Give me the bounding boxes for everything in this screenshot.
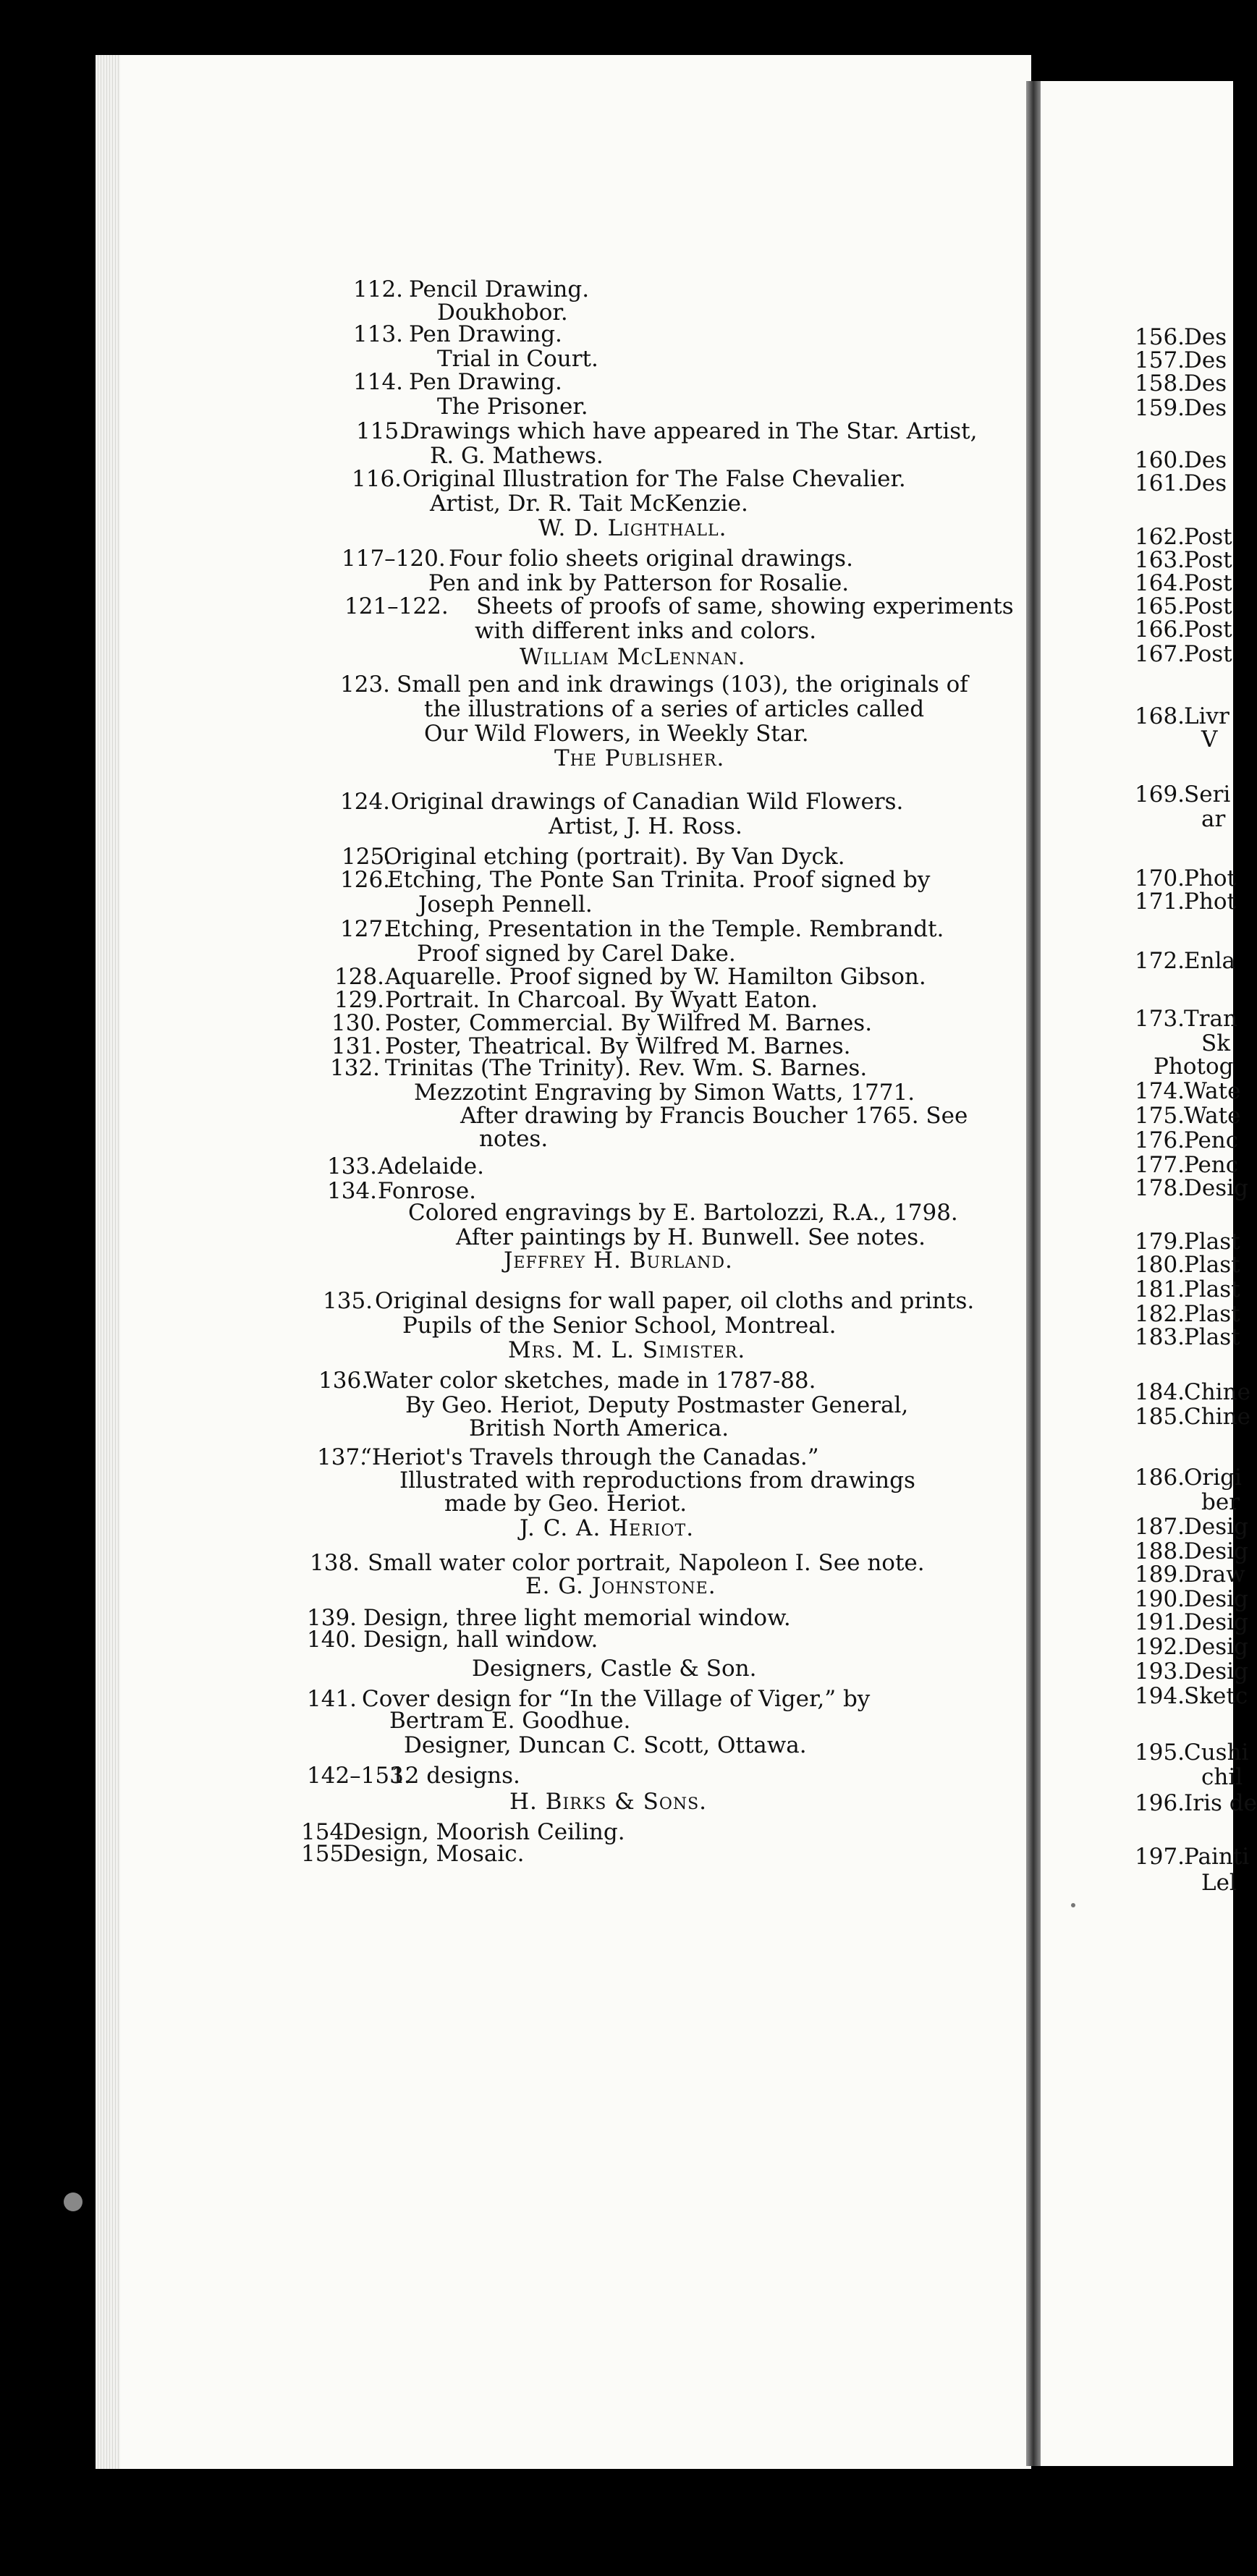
entry-number: 125. [342,844,392,870]
entry-text: Desig [1184,1514,1248,1540]
entry-number: 126. [340,867,391,893]
entry-continuation: The Publisher. [554,745,725,771]
entry-number: 130. [331,1010,382,1036]
entry-text: Tran [1184,1006,1237,1032]
entry-number: 112. [353,276,404,302]
entry-text: Etching, The Ponte San Trinita. Proof signed by [387,867,931,893]
entry-text: Origi [1184,1465,1242,1491]
entry-text: Etching, Presentation in the Temple. Rembrandt. [385,916,944,942]
entry-text: Painti [1184,1844,1250,1870]
entry-number: 168. [1135,703,1185,729]
entry-text: Des [1184,447,1227,473]
entry-number: 184. [1135,1379,1185,1405]
entry-text: Fonrose. [378,1178,477,1204]
entry-number: 172. [1135,948,1185,974]
entry-text: Sketc [1184,1683,1248,1709]
entry-number: 140. [307,1627,357,1653]
entry-text: Poster, Theatrical. By Wilfred M. Barnes. [385,1033,851,1059]
entry-text: Design, hall window. [363,1627,598,1653]
entry-continuation: E. G. Johnstone. [525,1573,716,1599]
entry-text: Post [1184,547,1232,573]
entry-text: Plast [1184,1276,1240,1302]
entry-text: Draw [1184,1562,1245,1588]
entry-continuation: Lel [1201,1870,1237,1896]
entry-text: Small pen and ink drawings (103), the originals of [397,671,968,698]
entry-number: 155. [301,1841,352,1867]
entry-text: Plast [1184,1324,1240,1350]
entry-number: 197. [1135,1844,1185,1870]
entry-text: 12 designs. [391,1763,520,1789]
entry-number: 127. [340,916,391,942]
entry-text: Aquarelle. Proof signed by W. Hamilton Gibson. [385,964,926,990]
entry-text: Cover design for “In the Village of Viger,” by [362,1686,871,1712]
entry-number: 159. [1135,395,1185,421]
entry-number: 123. [340,671,391,698]
entry-number: 115. [356,418,407,444]
entry-number: 190. [1135,1586,1185,1612]
entry-number: 175. [1135,1103,1185,1129]
entry-number: 177. [1135,1152,1185,1178]
entry-text: “Heriot's Travels through the Canadas.” [360,1444,819,1470]
entry-continuation: with different inks and colors. [475,618,817,644]
entry-number: 165. [1135,593,1185,619]
entry-text: Desig [1184,1175,1248,1201]
entry-text: Original designs for wall paper, oil cloths and prints. [375,1288,975,1314]
entry-number: 182. [1135,1301,1185,1327]
entry-text: Poster, Commercial. By Wilfred M. Barnes. [385,1010,873,1036]
entry-number: 164. [1135,570,1185,596]
entry-number: 189. [1135,1562,1185,1588]
entry-text: Seri [1184,781,1231,808]
entry-continuation: After paintings by H. Bunwell. See notes. [456,1224,926,1250]
entry-continuation: R. G. Mathews. [430,443,604,469]
entry-continuation: Designer, Duncan C. Scott, Ottawa. [404,1732,807,1758]
entry-text: Enla [1184,948,1235,974]
entry-continuation: ber [1201,1489,1240,1515]
entry-number: 169. [1135,781,1185,808]
entry-continuation: V [1201,726,1218,753]
entry-text: Water color sketches, made in 1787-88. [365,1368,816,1394]
entry-continuation: William McLennan. [520,644,746,670]
entry-number: 160. [1135,447,1185,473]
entry-text: Penc [1184,1152,1239,1178]
entry-text: Livr [1184,703,1230,729]
entry-number: 179. [1135,1229,1185,1255]
entry-continuation: Doukhobor. [437,300,568,326]
entry-text: Design, three light memorial window. [363,1605,791,1631]
entry-number: 195. [1135,1740,1185,1766]
entry-continuation: Proof signed by Carel Dake. [417,941,736,967]
entry-number: 196. [1135,1790,1185,1816]
entry-number: 136. [318,1368,369,1394]
entry-text: Chine [1184,1404,1250,1430]
entry-text: Phot [1184,889,1236,915]
entry-continuation: After drawing by Francis Boucher 1765. See [460,1103,968,1129]
entry-text: Post [1184,593,1232,619]
entry-text: Des [1184,395,1227,421]
entry-number: 181. [1135,1276,1185,1302]
entry-number: 185. [1135,1404,1185,1430]
entry-number: 193. [1135,1658,1185,1685]
entry-number: 117–120. [342,546,446,572]
entry-text: Pen Drawing. [409,369,562,395]
entry-text: Four folio sheets original drawings. [449,546,853,572]
entry-text: Desig [1184,1658,1248,1685]
entry-continuation: Artist, J. H. Ross. [549,813,742,839]
entry-number: 166. [1135,617,1185,643]
entry-continuation: By Geo. Heriot, Deputy Postmaster General, [405,1392,909,1418]
entry-continuation: Mezzotint Engraving by Simon Watts, 1771. [414,1080,915,1106]
entry-continuation: W. D. Lighthall. [538,515,727,541]
entry-number: 162. [1135,524,1185,550]
entry-continuation: Jeffrey H. Burland. [504,1247,733,1274]
entry-number: 142–153. [307,1763,411,1789]
entry-continuation: H. Birks & Sons. [509,1789,708,1815]
entry-continuation: Designers, Castle & Son. [472,1656,757,1682]
entry-number: 114. [353,369,404,395]
entry-continuation: J. C. A. Heriot. [520,1515,695,1541]
entry-number: 174. [1135,1078,1185,1104]
entry-continuation: Bertram E. Goodhue. [389,1708,631,1734]
entry-continuation: ar [1201,806,1226,832]
entry-text: Post [1184,524,1232,550]
entry-text: Des [1184,324,1227,350]
entry-text: Pencil Drawing. [409,276,590,302]
entry-text: Pen Drawing. [409,321,562,347]
entry-continuation: Trial in Court. [437,346,598,372]
entry-text: Penc [1184,1127,1239,1153]
entry-number: 134. [327,1178,378,1204]
entry-text: Plast [1184,1229,1240,1255]
entry-text: Desig [1184,1609,1248,1635]
entry-number: 183. [1135,1324,1185,1350]
entry-text: Iris de [1184,1790,1257,1816]
entry-number: 163. [1135,547,1185,573]
entry-number: 131. [331,1033,382,1059]
entry-text: Original Illustration for The False Chevalier. [402,466,906,492]
entry-number: 129. [334,987,385,1013]
entry-text: Des [1184,370,1227,397]
entry-number: 137. [317,1444,368,1470]
entry-number: 133. [327,1153,378,1179]
entry-number: 178. [1135,1175,1185,1201]
entry-text: Plast [1184,1252,1240,1278]
entry-continuation: Our Wild Flowers, in Weekly Star. [424,721,809,747]
entry-text: Original drawings of Canadian Wild Flowers. [391,789,904,815]
entry-continuation: Joseph Pennell. [418,891,593,918]
entry-continuation: Sk [1201,1030,1231,1056]
entry-number: 194. [1135,1683,1185,1709]
entry-number: 128. [334,964,385,990]
entry-text: Chine [1184,1379,1250,1405]
entry-continuation: Photog [1154,1054,1234,1080]
entry-continuation: Pupils of the Senior School, Montreal. [402,1313,837,1339]
speck [64,2192,82,2211]
entry-number: 191. [1135,1609,1185,1635]
entry-number: 156. [1135,324,1185,350]
entry-number: 124. [340,789,391,815]
entry-text: Original etching (portrait). By Van Dyck. [384,844,845,870]
entry-number: 186. [1135,1465,1185,1491]
entry-number: 141. [307,1686,357,1712]
entry-continuation: Colored engravings by E. Bartolozzi, R.A., 1798. [408,1200,958,1226]
entry-continuation: British North America. [469,1415,729,1441]
entry-number: 167. [1135,641,1185,667]
entry-number: 138. [310,1550,360,1576]
entry-number: 139. [307,1605,357,1631]
entry-number: 157. [1135,347,1185,373]
entry-continuation: chil [1201,1764,1243,1790]
entry-text: Trinitas (The Trinity). Rev. Wm. S. Barnes. [385,1055,868,1081]
entry-text: Small water color portrait, Napoleon I. See note. [368,1550,925,1576]
entry-text: Drawings which have appeared in The Star. Artist, [402,418,978,444]
entry-number: 171. [1135,889,1185,915]
entry-number: 132. [330,1055,381,1081]
entry-number: 173. [1135,1006,1185,1032]
entry-text: Wate [1184,1103,1241,1129]
entry-text: Desig [1184,1634,1248,1660]
entry-number: 176. [1135,1127,1185,1153]
entry-continuation: Mrs. M. L. Simister. [508,1337,746,1363]
entry-number: 116. [352,466,402,492]
entry-number: 113. [353,321,404,347]
entry-continuation: the illustrations of a series of articles called [424,696,925,722]
entry-text: Desig [1184,1538,1248,1564]
entry-continuation: Artist, Dr. R. Tait McKenzie. [430,491,748,517]
entry-number: 135. [323,1288,373,1314]
entry-number: 170. [1135,865,1185,891]
entry-text: Des [1184,347,1227,373]
entry-continuation: made by Geo. Heriot. [444,1491,687,1517]
entry-continuation: The Prisoner. [437,394,588,420]
entry-number: 180. [1135,1252,1185,1278]
entry-continuation: Pen and ink by Patterson for Rosalie. [428,570,850,596]
entry-number: 158. [1135,370,1185,397]
entry-number: 188. [1135,1538,1185,1564]
entry-continuation: notes. [479,1126,549,1152]
entry-text: Post [1184,641,1232,667]
entry-text: Adelaide. [378,1153,484,1179]
entry-text: Plast [1184,1301,1240,1327]
entry-number: 154. [301,1819,352,1845]
entry-text: Des [1184,470,1227,496]
entry-text: Post [1184,570,1232,596]
entry-number: 121–122. [344,593,449,619]
entry-text: Sheets of proofs of same, showing experiments [476,593,1014,619]
entry-text: Design, Moorish Ceiling. [343,1819,625,1845]
entry-text: Post [1184,617,1232,643]
entry-text: Cushi [1184,1740,1249,1766]
entry-number: 192. [1135,1634,1185,1660]
speck [1071,1903,1075,1907]
entry-text: Wate [1184,1078,1241,1104]
entry-number: 187. [1135,1514,1185,1540]
entry-number: 161. [1135,470,1185,496]
entry-text: Phot [1184,865,1236,891]
entry-text: Desig [1184,1586,1248,1612]
entry-continuation: Illustrated with reproductions from drawings [399,1467,915,1494]
entry-text: Portrait. In Charcoal. By Wyatt Eaton. [385,987,818,1013]
entry-text: Design, Mosaic. [343,1841,525,1867]
